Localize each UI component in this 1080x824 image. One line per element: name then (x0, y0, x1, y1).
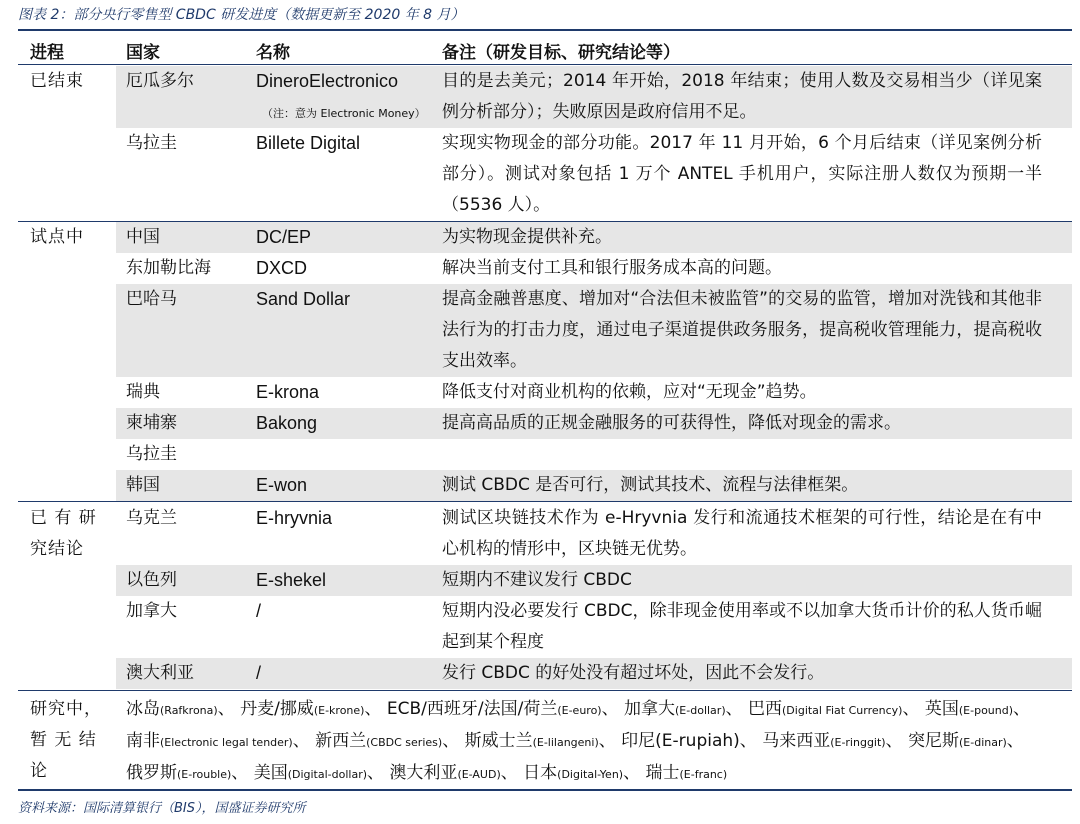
stage-finished: 已结束 (30, 71, 84, 91)
country-cell: 韩国 (126, 475, 160, 495)
table-row (116, 253, 1072, 284)
stage-concluded-line1: 已 有 研 (30, 508, 97, 528)
note-cell: 发行 CBDC 的好处没有超过坏处，因此不会发行。 (442, 663, 825, 683)
name-cell: Billete Digital (256, 133, 361, 153)
name-cell: E-hryvnia (256, 508, 333, 528)
header-country: 国家 (126, 43, 160, 63)
list-item: 冰岛(Rafkrona) (126, 699, 218, 719)
source-note: 资料来源：国际清算银行（BIS），国盛证券研究所 (18, 801, 306, 816)
country-cell: 乌拉圭 (126, 133, 177, 153)
country-cell: 柬埔寨 (126, 413, 177, 433)
table-row (116, 284, 1072, 377)
list-item: 新西兰(CBDC series) (315, 731, 443, 751)
name-cell: DineroElectronico (256, 71, 399, 91)
list-item: 突尼斯(E-dinar) (908, 731, 1007, 751)
header-note: 备注（研发目标、研究结论等） (442, 43, 680, 63)
note-cell: 短期内没必要发行 CBDC，除非现金使用率或不以加拿大货币计价的私人货币崛起到某个程度 (442, 601, 1042, 652)
stage-researching-line3: 论 (30, 761, 48, 781)
country-cell: 以色列 (126, 570, 177, 590)
group-divider (18, 690, 1072, 691)
list-item: ECB/西班牙/法国/荷兰(E-euro) (386, 699, 602, 719)
list-item: 南非(Electronic legal tender) (126, 731, 293, 751)
bottom-rule (18, 789, 1072, 791)
list-item: 澳大利亚(E-AUD) (389, 763, 501, 783)
country-cell: 加拿大 (126, 601, 177, 621)
note-cell: 短期内不建议发行 CBDC (442, 570, 632, 590)
table-row (116, 439, 1072, 470)
name-cell: E-won (256, 475, 308, 495)
header-rule (18, 64, 1072, 65)
table-row (116, 470, 1072, 501)
country-cell: 中国 (126, 227, 160, 247)
stage-concluded-line2: 究结论 (30, 539, 84, 559)
country-cell: 巴哈马 (126, 289, 177, 309)
table-row (116, 658, 1072, 689)
name-cell: DC/EP (256, 227, 312, 247)
country-cell: 瑞典 (126, 382, 160, 402)
figure-caption: 图表 2：部分央行零售型 CBDC 研发进度（数据更新至 2020 年 8 月） (18, 7, 465, 23)
name-cell: / (256, 663, 262, 683)
list-item: 丹麦/挪威(E-krone) (240, 699, 365, 719)
list-item: 日本(Digital-Yen) (523, 763, 624, 783)
note-cell: 测试区块链技术作为 e-Hryvnia 发行和流通技术框架的可行性，结论是在有中心机构的情形中，区块链无优势。 (442, 508, 1042, 559)
list-item: 英国(E-pound) (924, 699, 1014, 719)
table-row (116, 222, 1072, 253)
table-row (116, 128, 1072, 221)
list-item: 巴西(Digital Fiat Currency) (748, 699, 903, 719)
country-cell: 厄瓜多尔 (126, 71, 194, 91)
list-item: 斯威士兰(E-lilangeni) (464, 731, 599, 751)
header-name: 名称 (256, 43, 290, 63)
note-cell: 为实物现金提供补充。 (442, 227, 612, 247)
list-item: 瑞士(E-franc) (645, 763, 728, 783)
note-cell: 提高金融普惠度、增加对“合法但未被监管”的交易的监管，增加对洗钱和其他非法行为的打击力度，通过电子渠道提供政务服务，提高税收管理能力，提高税收支出效率。 (442, 289, 1042, 371)
group-divider (18, 501, 1072, 502)
table-row (116, 596, 1072, 658)
table-row (116, 565, 1072, 596)
name-cell: E-krona (256, 382, 320, 402)
stage-researching-line1: 研究中， (30, 699, 102, 719)
country-cell: 东加勒比海 (126, 258, 211, 278)
name-cell: E-shekel (256, 570, 327, 590)
table-row (116, 408, 1072, 439)
list-item: 俄罗斯(E-rouble) (126, 763, 232, 783)
list-item: 加拿大(E-dollar) (624, 699, 726, 719)
table-row (116, 66, 1072, 128)
note-cell: 目的是去美元；2014 年开始，2018 年结束；使用人数及交易相当少（详见案例分析部分）；失败原因是政府信用不足。 (442, 71, 1042, 122)
note-cell: 实现实物现金的部分功能。2017 年 11 月开始，6 个月后结束（详见案例分析部分）。测试对象包括 1 万个 ANTEL 手机用户，实际注册人数仅为预期一半（5536 人）。 (442, 133, 1042, 215)
name-cell: Sand Dollar (256, 289, 351, 309)
name-cell: / (256, 601, 262, 621)
list-item: 印尼(E-rupiah) (621, 731, 740, 751)
list-item: 马来西亚(E-ringgit) (762, 731, 886, 751)
name-footnote: （注：意为 Electronic Money） (262, 107, 426, 120)
top-rule (18, 29, 1072, 31)
name-cell: Bakong (256, 413, 318, 433)
table-row (116, 377, 1072, 408)
stage-researching-line2: 暂 无 结 (30, 730, 97, 750)
note-cell: 降低支付对商业机构的依赖，应对“无现金”趋势。 (442, 382, 817, 402)
stage-pilot: 试点中 (30, 227, 84, 247)
note-cell: 测试 CBDC 是否可行，测试其技术、流程与法律框架。 (442, 475, 859, 495)
name-cell: DXCD (256, 258, 308, 278)
country-cell: 乌克兰 (126, 508, 177, 528)
country-cell: 乌拉圭 (126, 444, 177, 464)
note-cell: 提高高品质的正规金融服务的可获得性，降低对现金的需求。 (442, 413, 901, 433)
country-cell: 澳大利亚 (126, 663, 194, 683)
list-item: 美国(Digital-dollar) (253, 763, 368, 783)
table-row (116, 503, 1072, 565)
header-stage: 进程 (30, 43, 64, 63)
research-country-list: 冰岛(Rafkrona)、 丹麦/挪威(E-krone)、 ECB/西班牙/法国/荷兰(E-euro)、 加拿大(E-dollar)、 巴西(Digital Fiat Currency)、 英国(E-pound)、 南非(Electronic legal tender)、 新西兰(CBDC series)、 斯威士兰(E-lilangeni)、 印尼(E-rupiah)、 马来西亚(E-ringgit)、 突尼斯(E-dinar)、 俄罗斯(E-rouble)、 美国(Digital-dollar)、 澳大利亚(E-AUD)、 日本(Digital-Yen)、 瑞士(E-franc) (126, 699, 1031, 783)
note-cell: 解决当前支付工具和银行服务成本高的问题。 (442, 258, 782, 278)
